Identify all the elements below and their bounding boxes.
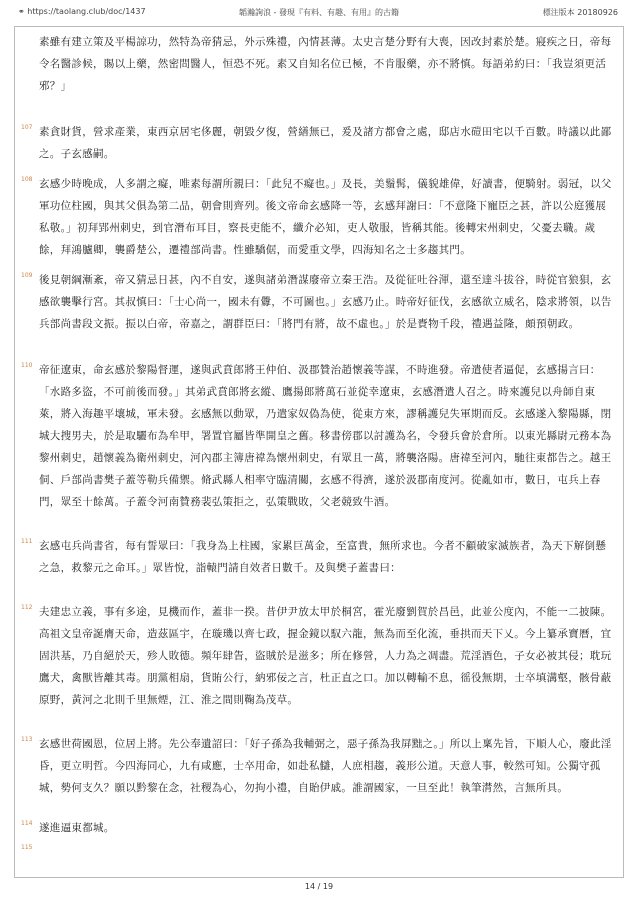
paragraph-text: 素雖有建立策及平楊諒功，然特為帝猜忌，外示殊禮，內情甚薄。太史言楚分野有大喪，因改封素於楚。寢疾之日，帝每令名醫診候，賜以上藥，然密問醫人，恒恐不死。素又自知名位已極，不肯服藥，亦不將慎。每語弟約曰：「我豈須更活邪？」	[39, 36, 612, 92]
paragraph-text: 玄感少時晚成，人多謂之癡，唯素每謂所親曰：「此兒不癡也。」及長，美鬚髯，儀貌雄偉，好讀書，便騎射。弱冠，以父軍功位柱國，與其父俱為第二品，朝會則齊列。後文帝命玄感降一等，玄感拜謝曰：「不意隆下寵臣之甚，許以公庭獲展私敬。」初拜郢州刺史，到官潛布耳目，察長吏能不，纖介必知，吏人敬服，皆稱其能。後轉宋州刺史，父憂去職。歲餘，拜鴻臚卿，襲爵楚公，遷禮部尚書。性雖驕倨，而愛重文學，四海知名之士多趨其門。	[39, 178, 612, 256]
paragraph-number: 110	[21, 362, 33, 369]
site-title: 韜瀚詢浪 - 發現『有料、有趣、有用』的古籍	[239, 8, 399, 17]
document-page	[14, 26, 624, 878]
paragraph-text: 帝征遼東，命玄感於黎陽督運，遂與武賁郎將王仲伯、汲郡贊治趙懷義等謀，不時進發。帝遣使者逼促，玄感揚言曰：「水路多盜，不可前後而發。」其弟武賁郎將玄縱、鷹揚郎將萬石並從幸遼東，玄感潛遣人召之。時來護兒以舟師自東萊，將入海趣平壤城，軍未發。玄感無以動眾，乃遣家奴偽為使，從東方來，謬稱護兒失軍期而反。玄感遂入黎陽縣，閉城大搜男夫，於是取驪布為牟甲，署置官屬皆準開皇之舊。移書傍郡以討護為名，令發兵會於倉所。以東光縣尉元務本為黎州刺史，趙懷義為衛州刺史，河內郡主簿唐禕為懷州刺史，有眾且一萬，將襲洛陽。唐禕至河內，馳往東都告之。越王侗、戶部尚書樊子蓋等勒兵備禦。脩武縣人相率守臨清關，玄感不得濟，遂於汲郡南度河。從亂如市，數日，屯兵上春門，眾至十餘萬。子蓋令河南贊務裴弘策拒之，弘策戰敗，父老競致牛酒。	[39, 364, 612, 508]
paragraph-number: 113	[21, 736, 33, 743]
paragraph-number: 107	[21, 124, 33, 131]
page-header	[0, 0, 638, 22]
paragraph-number: 109	[21, 272, 33, 279]
paragraph-number: 112	[21, 604, 33, 611]
paragraph-number: 114	[21, 820, 33, 827]
paragraph-text: 遂進逼東都城。	[39, 822, 115, 834]
paragraph-text: 玄感世荷國恩，位居上將。先公奉遺詔曰：「好子孫為我輔弼之，惡子孫為我屏黜之。」所以上稟先旨，下順人心，廢此淫昏，更立明哲。今四海同心，九有咸應，士卒用命，如赴私讎，人庶相趨，義形公道。天意人事，較然可知。公獨守孤城，勢何支久？願以黔黎在念，社稷為心，勿拘小禮，自貽伊戚。誰謂國家，一旦至此！執筆潸然，言無所具。	[39, 738, 612, 794]
paragraph-number: 108	[21, 176, 33, 183]
source-url[interactable]: ⚭ https://taolang.club/doc/1437	[18, 7, 146, 16]
paragraph-text: 後見朝綱漸紊，帝又猜忌日甚，內不自安，遂與諸弟潛謀廢帝立秦王浩。及從征吐谷渾，還至達斗拔谷，時從官狼狽，玄感欲襲擊行宮。其叔慎曰：「士心尚一，國未有釁，不可圖也。」玄感乃止。時帝好征伐，玄感欲立威名，陰求將領，以告兵部尚書段文振。振以白帝，帝嘉之，謂群臣曰：「將門有將，故不虛也。」於是賚物千段，禮遇益隆，頗預朝政。	[39, 274, 612, 330]
paragraph-text: 玄感屯兵尚書省，每有誓眾曰：「我身為上柱國，家累巨萬金，至富貴，無所求也。今者不顧破家滅族者，為天下解倒懸之急，救黎元之命耳。」眾皆悅，詣轅門請自效者日數千。及與樊子蓋書曰：	[39, 540, 607, 574]
paragraph-text: 夫建忠立義，事有多途，見機而作，蓋非一揆。昔伊尹放太甲於桐宮，霍光廢劉賀於昌邑，此並公度內，不能一二披陳。高祖文皇帝誕膺天命，造茲區宇，在璇璣以齊七政，握金鏡以馭六龍，無為而至化流，垂拱而天下乂。今上纂承寶曆，宜固洪基，乃自絕於天，殄人敗德。頻年肆眚，盜賊於是滋多；所在修營，人力為之凋盡。荒淫酒色，子女必被其侵；耽玩鷹犬，禽獸皆離其毒。朋黨相扇，貨賄公行，納邪佞之言，杜正直之口。加以轉輸不息，徭役無期，士卒填溝壑，骸骨蔽原野，黃河之北則千里無煙，江、淮之間則鞠為茂草。	[39, 606, 612, 706]
paragraph-number: 111	[21, 538, 33, 545]
paragraph-number: 115	[21, 844, 33, 851]
paragraph-text: 素貪財貨，營求產業，東西京居宅侈麗，朝毀夕復，營繕無已，爰及諸方都會之處，邸店水磑田宅以千百數。時議以此鄙之。子玄感嗣。	[39, 126, 612, 160]
page-indicator: 14 / 19	[304, 882, 334, 891]
version-label: 標注版本 20180926	[542, 8, 618, 17]
